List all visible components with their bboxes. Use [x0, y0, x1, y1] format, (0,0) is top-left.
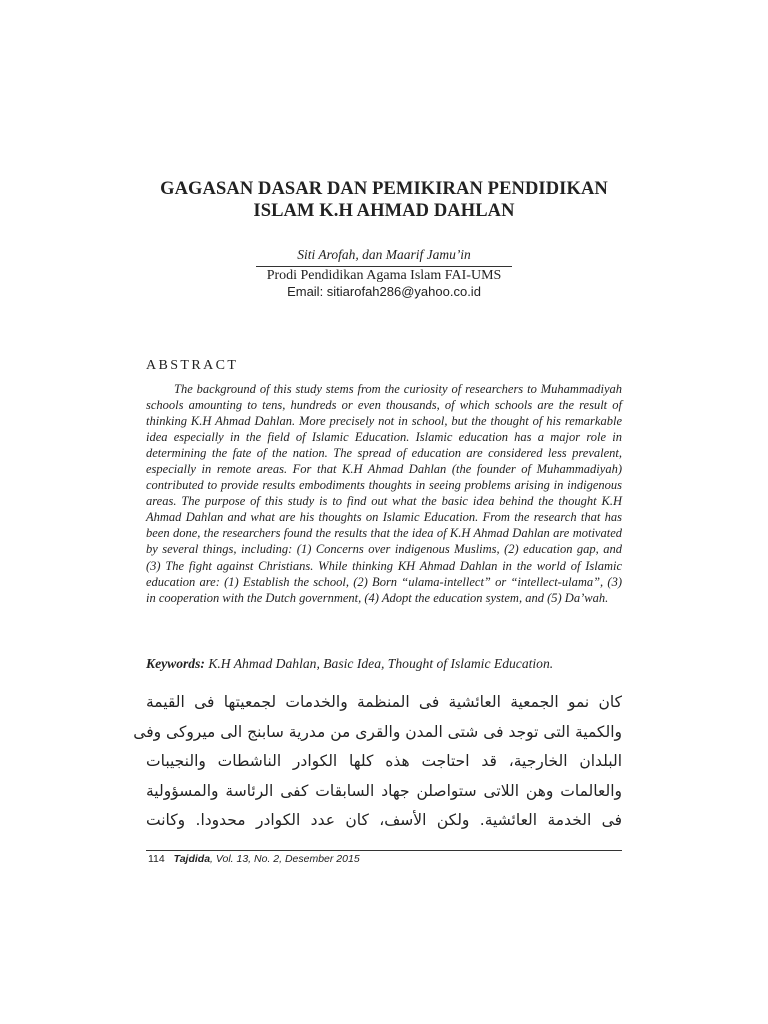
page-footer: [148, 853, 360, 865]
paper-title-line-2: ISLAM K.H AHMAD DAHLAN: [253, 201, 515, 221]
journal-name: Tajdida: [173, 853, 211, 865]
arabic-line: والكمية التى توجد فى شتى المدن والقرى من مدرية سابنج الى ميروكى وفى: [133, 722, 622, 741]
abstract-heading: ABSTRACT: [146, 358, 239, 373]
paper-authors: Siti Arofah, dan Maarif Jamu’in: [256, 246, 512, 267]
page-number: 114: [148, 853, 165, 865]
arabic-paragraph: [133, 688, 622, 836]
arabic-line: كان نمو الجمعية العائشية فى المنظمة والخدمات لجمعيتها فى القيمة: [146, 693, 622, 711]
footer-divider: [146, 850, 622, 851]
abstract-body: The background of this study stems from the curiosity of researchers to Muhammadiyah schools amounting to tens, hundreds or even thousands, of which schools are the result of thinking K.H Ahmad Dahlan. More precisely not in school, but the thought of his remarkable idea especially in the field of Islamic Education. Islamic education has a major role in determining the fate of the nation. The spread of education are considered less prevalent, especially in remote areas. For that K.H Ahmad Dahlan (the founder of Muhammadiyah) contributed to provide results embodiments thoughts in seeing problems arising in indigenous areas. The purpose of this study is to find out what the basic idea behind the thought K.H Ahmad Dahlan and what are his thoughts on Islamic Education. From the research that has been done, the researchers found the results that the idea of K.H Ahmad Dahlan are motivated by several things, including: (1) Concerns over indigenous Muslims, (2) education gap, and (3) The fight against Christians. While thinking KH Ahmad Dahlan in the world of Islamic education are: (1) Establish the school, (2) Born “ulama-intellect” or “intellect-ulama”, (3) in cooperation with the Dutch government, (4) Adopt the education system, and (5) Da’wah.: [146, 382, 622, 605]
keywords-label: Keywords:: [146, 656, 205, 671]
arabic-line: البلدان الخارجية، قد احتاجت هذه كلها الكوادر الناشطات والنجيبات: [146, 752, 622, 770]
paper-title-line-1: GAGASAN DASAR DAN PEMIKIRAN PENDIDIKAN: [160, 179, 608, 199]
author-email: Email: sitiarofah286@yahoo.co.id: [287, 284, 481, 299]
keywords: [146, 655, 622, 672]
journal-issue: , Vol. 13, No. 2, Desember 2015: [210, 853, 360, 865]
paper-title: [100, 178, 668, 222]
arabic-line: فى الخدمة العائشية. ولكن الأسف، كان عدد الكوادر محدودا. وكانت: [146, 811, 622, 829]
arabic-line: والعالمات وهن اللاتى ستواصلن جهاد السابقات كفى الرئاسة والمسؤولية: [146, 781, 622, 800]
author-affiliation: Prodi Pendidikan Agama Islam FAI-UMS: [266, 268, 502, 283]
keywords-text: K.H Ahmad Dahlan, Basic Idea, Thought of Islamic Education.: [208, 656, 554, 671]
